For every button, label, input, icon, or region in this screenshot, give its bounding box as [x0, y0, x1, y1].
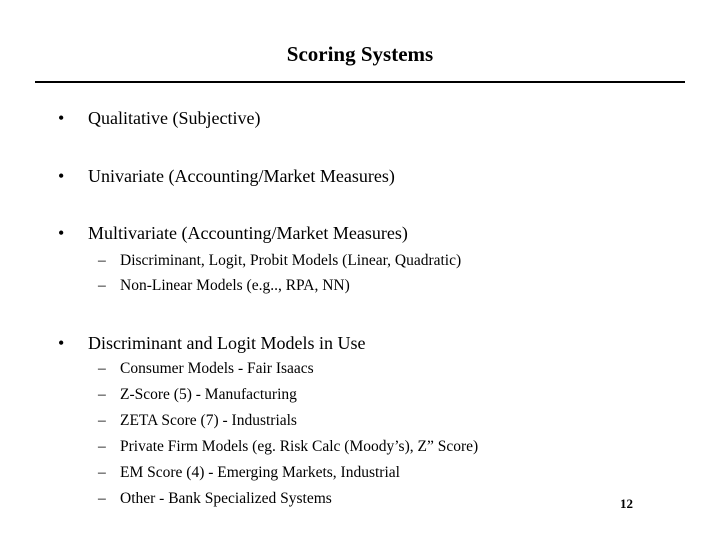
sub-text: EM Score (4) - Emerging Markets, Industrial [120, 464, 400, 481]
sub-item [98, 252, 461, 270]
sub-text: ZETA Score (7) - Industrials [120, 412, 297, 429]
bullet-icon: • [58, 333, 65, 353]
sub-item [98, 438, 478, 456]
dash-icon: – [98, 464, 106, 481]
bullet-text: Multivariate (Accounting/Market Measures) [88, 223, 408, 243]
bullet-icon: • [58, 223, 65, 243]
bullet-text: Discriminant and Logit Models in Use [88, 333, 366, 353]
page-number: 12 [620, 496, 633, 511]
sub-text: Consumer Models - Fair Isaacs [120, 360, 314, 377]
sub-text: Other - Bank Specialized Systems [120, 490, 332, 507]
dash-icon: – [98, 412, 106, 429]
title-divider [35, 81, 685, 83]
dash-icon: – [98, 438, 106, 455]
bullet-icon: • [58, 166, 65, 186]
sub-item [98, 360, 314, 378]
bullet-item [58, 223, 408, 244]
sub-text: Z-Score (5) - Manufacturing [120, 386, 297, 403]
sub-item [98, 490, 332, 508]
sub-item [98, 412, 297, 430]
sub-item [98, 277, 350, 295]
sub-text: Discriminant, Logit, Probit Models (Linear, Quadratic) [120, 252, 462, 269]
bullet-item [58, 166, 395, 187]
sub-item [98, 464, 400, 482]
bullet-item [58, 333, 365, 354]
dash-icon: – [98, 360, 106, 377]
dash-icon: – [98, 490, 106, 507]
bullet-icon: • [58, 108, 65, 128]
dash-icon: – [98, 277, 106, 294]
sub-text: Private Firm Models (eg. Risk Calc (Moody’s), Z” Score) [120, 438, 479, 455]
slide-title: Scoring Systems [286, 42, 434, 66]
dash-icon: – [98, 386, 106, 403]
sub-item [98, 386, 297, 404]
bullet-text: Qualitative (Subjective) [88, 108, 261, 128]
sub-text: Non-Linear Models (e.g.., RPA, NN) [120, 277, 350, 294]
dash-icon: – [98, 252, 106, 269]
bullet-item [58, 108, 260, 129]
bullet-text: Univariate (Accounting/Market Measures) [88, 166, 395, 186]
